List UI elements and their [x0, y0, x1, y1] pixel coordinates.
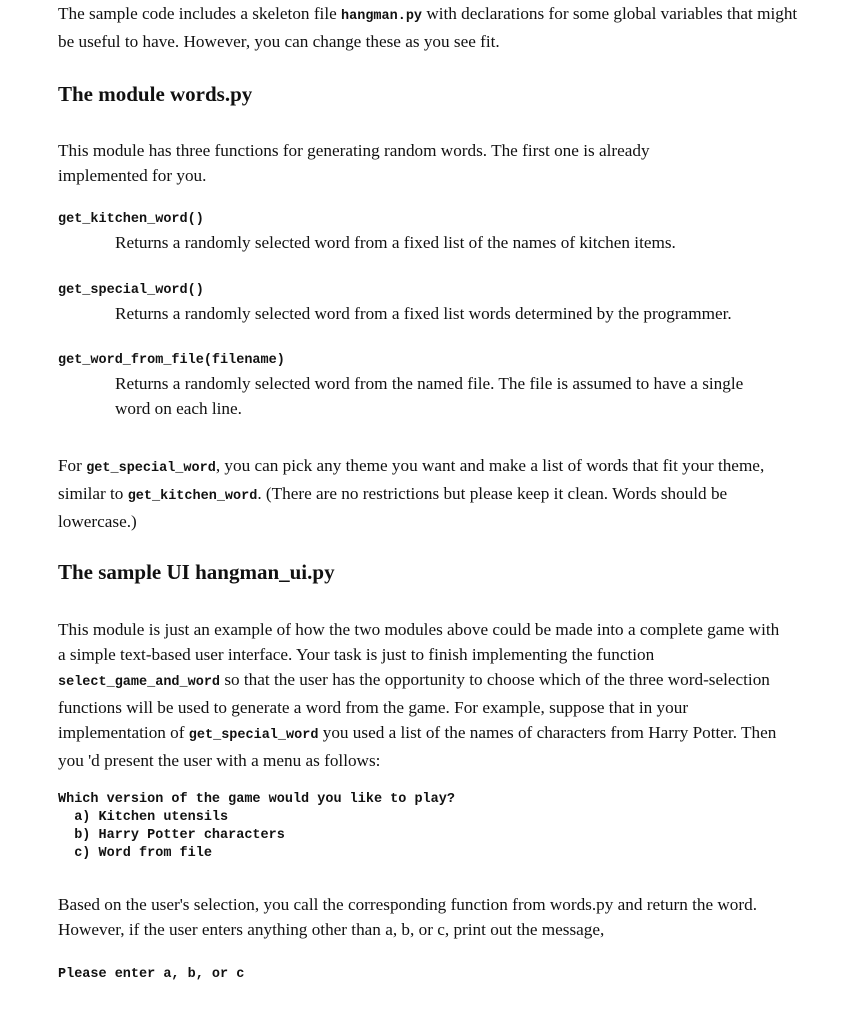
selection-paragraph: Based on the user's selection, you call the corresponding function from words.py and return the word. However, if the user enters anything other than a, b, or c, print out the message,: [58, 895, 758, 939]
ui-text-2: so that the user has the opportunity to choose which of the three word-selection functions will be used to generate a word from the game. For example, suppose that in your implementation of: [58, 670, 770, 742]
ui-code-1: select_game_and_word: [58, 675, 221, 690]
function-description: Returns a randomly selected word from a fixed list of the names of kitchen items.: [115, 233, 676, 252]
note-code-1: get_special_word: [86, 461, 216, 476]
error-message: Please enter a, b, or c: [58, 967, 245, 982]
function-signature: get_kitchen_word(): [58, 212, 204, 227]
function-signature: get_special_word(): [58, 283, 204, 298]
intro-filename: hangman.py: [341, 9, 423, 24]
function-signature: get_word_from_file(filename): [58, 353, 285, 368]
intro-text-1: The sample code includes a skeleton file: [58, 4, 342, 23]
menu-option: b) Harry Potter characters: [58, 828, 285, 843]
function-definition: [58, 210, 676, 255]
special-word-note: [58, 453, 798, 534]
ui-intro-paragraph: [58, 617, 783, 773]
note-text-1: For: [58, 456, 87, 475]
ui-text-1: This module is just an example of how the two modules above could be made into a complete game with a simple text-based user interface. Your task is just to finish implementing the function: [58, 620, 780, 664]
menu-option: c) Word from file: [58, 846, 212, 861]
menu-example: [58, 791, 455, 863]
intro-paragraph: [58, 1, 798, 54]
intro-text-2: with declarations for some global variables that might be useful to have. However, you can change these as you see fit.: [58, 4, 798, 51]
function-definition: [58, 281, 732, 326]
note-code-2: get_kitchen_word: [127, 489, 258, 504]
function-description: Returns a randomly selected word from the named file. The file is assumed to have a single word on each line.: [115, 374, 744, 418]
ui-text-3: you used a list of the names of characters from Harry Potter. Then you 'd present the user with a menu as follows:: [58, 723, 777, 770]
menu-prompt: Which version of the game would you like to play?: [58, 792, 455, 807]
function-description: Returns a randomly selected word from a fixed list words determined by the programmer.: [115, 304, 732, 323]
ui-code-2: get_special_word: [188, 728, 319, 743]
note-text-3: . (There are no restrictions but please keep it clean. Words should be lowercase.): [58, 484, 728, 531]
words-intro-paragraph: This module has three functions for generating random words. The first one is already implemented for you.: [58, 141, 650, 185]
function-definition: [58, 351, 798, 421]
heading-ui-module: The sample UI hangman_ui.py: [58, 560, 335, 584]
heading-words-module: The module words.py: [58, 82, 253, 106]
note-text-2: , you can pick any theme you want and make a list of words that fit your theme, similar to: [58, 456, 765, 503]
menu-option: a) Kitchen utensils: [58, 810, 229, 825]
